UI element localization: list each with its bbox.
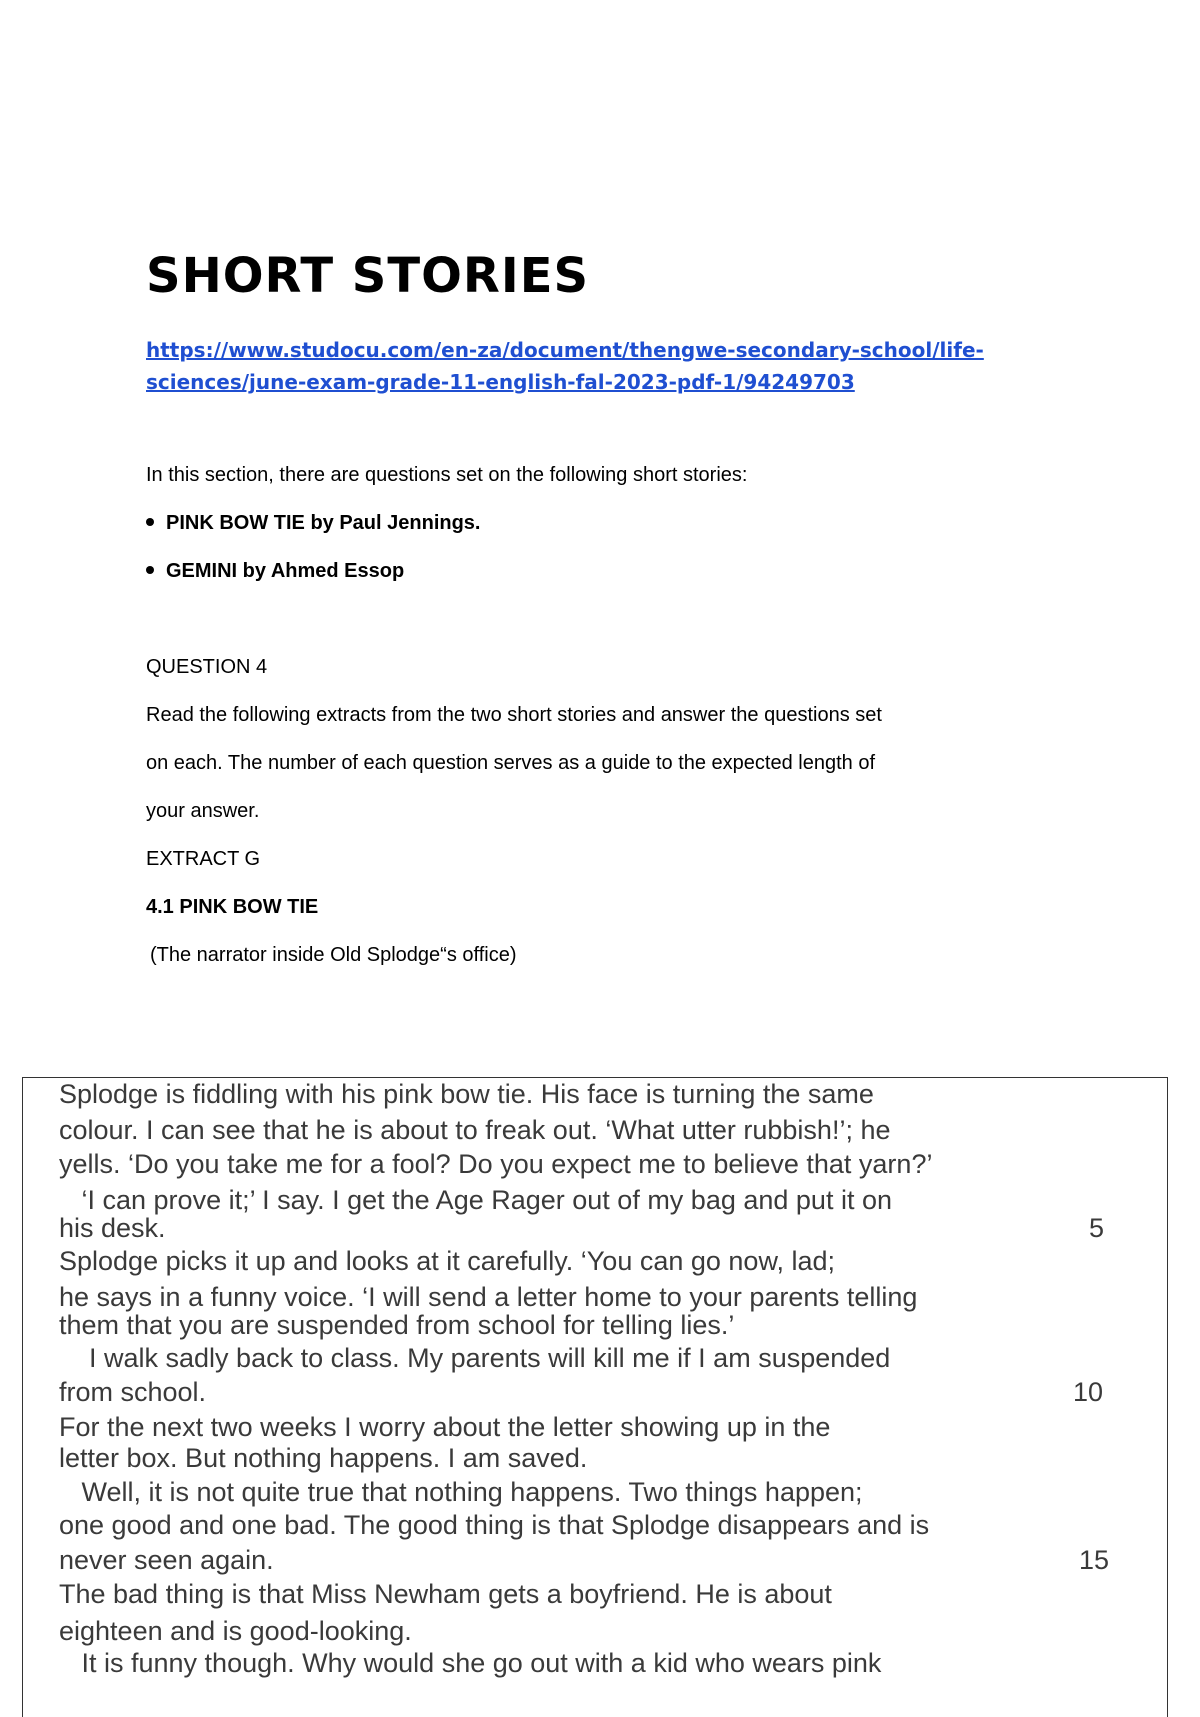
extract-line: never seen again. xyxy=(59,1545,274,1575)
story-list-item xyxy=(146,511,480,535)
instruction-line: on each. The number of each question serves as a guide to the expected length of xyxy=(146,752,876,774)
story-list-item xyxy=(146,559,404,583)
extract-line: Well, it is not quite true that nothing happens. Two things happen; xyxy=(59,1477,863,1507)
instruction-line: Read the following extracts from the two short stories and answer the questions set xyxy=(146,704,882,726)
page-title: SHORT STORIES xyxy=(146,248,590,304)
extract-line: his desk. xyxy=(59,1213,166,1243)
bullet-icon xyxy=(146,566,154,574)
extract-label: EXTRACT G xyxy=(146,848,261,870)
source-link[interactable] xyxy=(146,334,1046,398)
extract-line: The bad thing is that Miss Newham gets a boyfriend. He is about xyxy=(59,1579,832,1609)
section-heading: 4.1 PINK BOW TIE xyxy=(146,896,319,918)
extract-line: Splodge is fiddling with his pink bow tie. His face is turning the same xyxy=(59,1079,874,1109)
extract-box xyxy=(22,1077,1168,1717)
story-title: GEMINI by Ahmed Essop xyxy=(166,560,405,582)
extract-line: It is funny though. Why would she go out with a kid who wears pink xyxy=(59,1648,882,1678)
extract-line: I walk sadly back to class. My parents will kill me if I am suspended xyxy=(59,1343,891,1373)
extract-line: letter box. But nothing happens. I am saved. xyxy=(59,1443,588,1473)
extract-line: he says in a funny voice. ‘I will send a letter home to your parents telling xyxy=(59,1282,918,1312)
extract-line: from school. xyxy=(59,1377,207,1407)
extract-line: eighteen and is good-looking. xyxy=(59,1616,412,1646)
line-number: 15 xyxy=(1079,1545,1110,1575)
extract-context: (The narrator inside Old Splodge“s office) xyxy=(150,944,517,966)
extract-line: them that you are suspended from school for telling lies.’ xyxy=(59,1310,735,1340)
extract-line: yells. ‘Do you take me for a fool? Do you expect me to believe that yarn?’ xyxy=(59,1149,933,1179)
extract-line: Splodge picks it up and looks at it carefully. ‘You can go now, lad; xyxy=(59,1246,835,1276)
extract-line: For the next two weeks I worry about the letter showing up in the xyxy=(59,1412,831,1442)
bullet-icon xyxy=(146,518,154,526)
intro-text: In this section, there are questions set on the following short stories: xyxy=(146,464,748,486)
source-link-line-1[interactable]: https://www.studocu.com/en-za/document/thengwe-secondary-school/life- xyxy=(146,338,984,362)
source-link-line-2[interactable]: sciences/june-exam-grade-11-english-fal-2023-pdf-1/94249703 xyxy=(146,370,855,394)
story-title: PINK BOW TIE by Paul Jennings. xyxy=(166,512,481,534)
question-label: QUESTION 4 xyxy=(146,656,268,678)
line-number: 5 xyxy=(1089,1213,1105,1243)
extract-line: one good and one bad. The good thing is that Splodge disappears and is xyxy=(59,1510,930,1540)
extract-line: colour. I can see that he is about to freak out. ‘What utter rubbish!’; he xyxy=(59,1115,891,1145)
extract-line: ‘I can prove it;’ I say. I get the Age Rager out of my bag and put it on xyxy=(59,1185,892,1215)
line-number: 10 xyxy=(1073,1377,1104,1407)
instruction-line: your answer. xyxy=(146,800,260,822)
